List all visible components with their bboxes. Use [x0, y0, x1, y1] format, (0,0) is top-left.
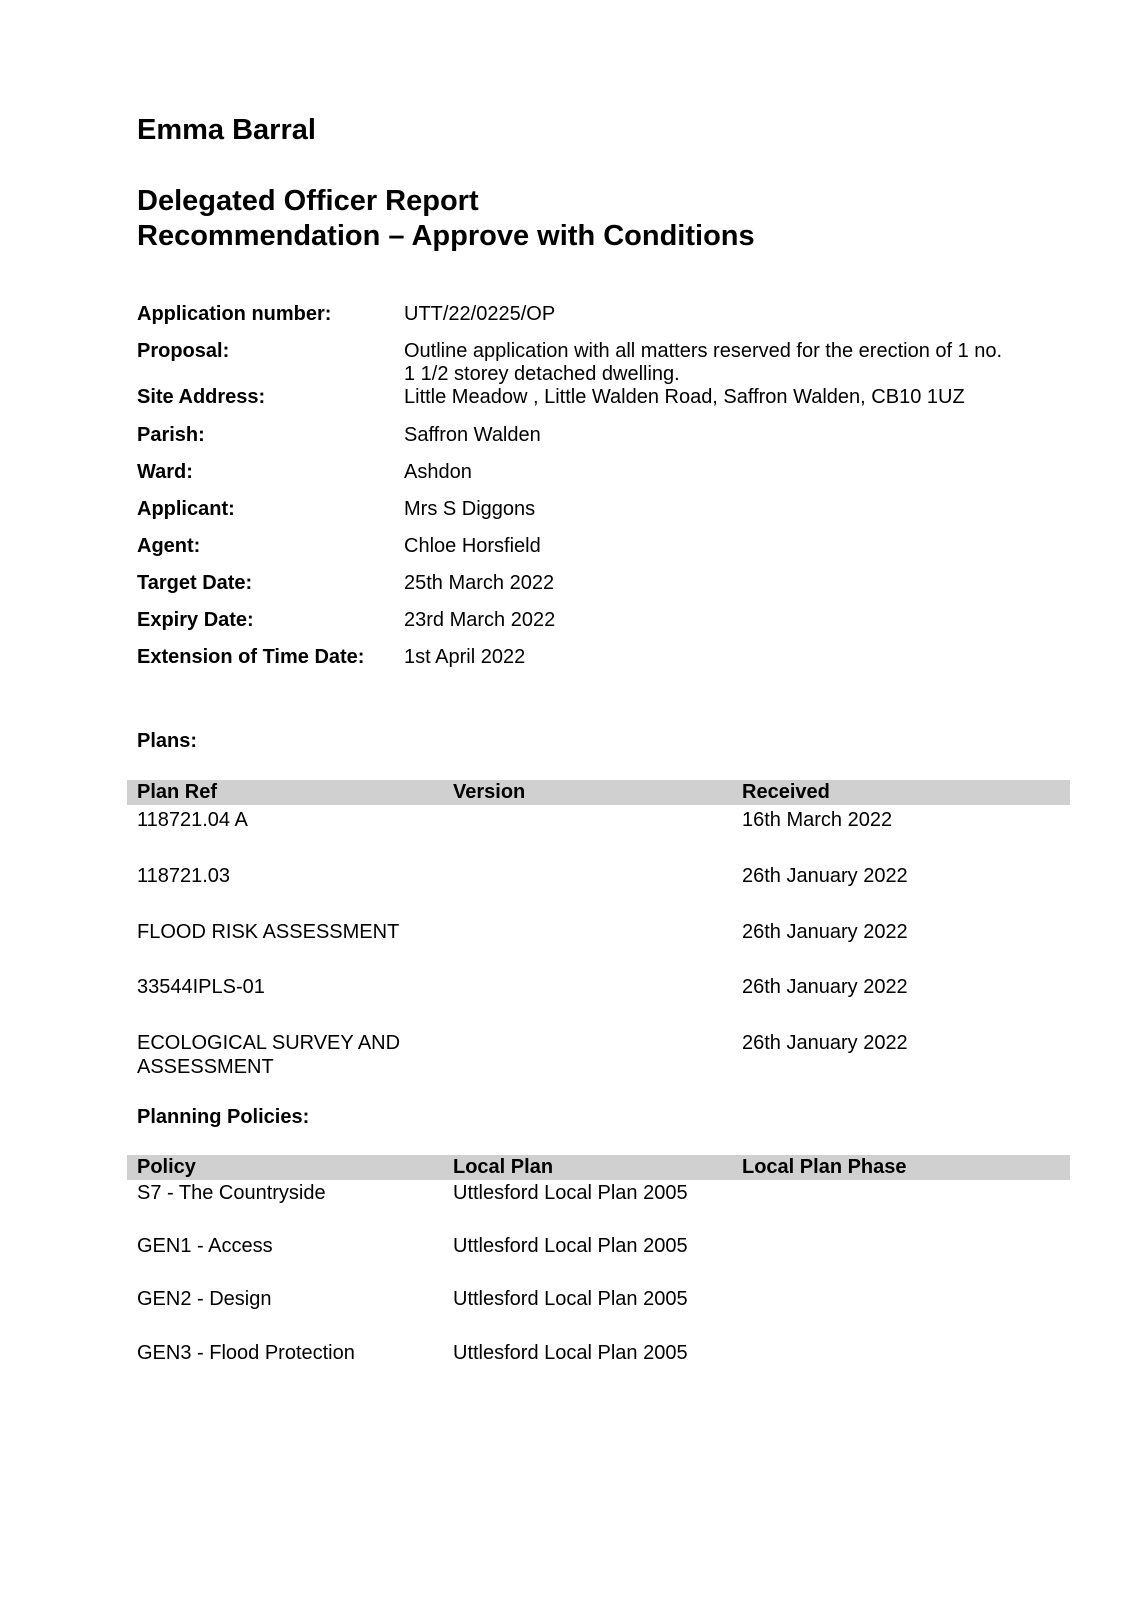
column-header-version: Version — [453, 781, 526, 803]
plan-received: 26th January 2022 — [742, 976, 908, 998]
column-header-received: Received — [742, 781, 830, 803]
officer-name: Emma Barral — [137, 114, 316, 146]
plan-ref: 118721.04 A — [137, 809, 248, 831]
column-header-local-plan: Local Plan — [453, 1156, 554, 1178]
detail-label: Agent: — [137, 535, 201, 557]
detail-value: UTT/22/0225/OP — [404, 303, 556, 325]
policy-name: GEN2 - Design — [137, 1288, 272, 1310]
column-header-policy: Policy — [137, 1156, 196, 1178]
column-header-local-plan-phase: Local Plan Phase — [742, 1156, 907, 1178]
policies-table-header — [127, 1155, 1070, 1180]
detail-value: 1st April 2022 — [404, 646, 526, 668]
policy-local-plan: Uttlesford Local Plan 2005 — [453, 1288, 688, 1310]
detail-value: Little Meadow , Little Walden Road, Saffron Walden, CB10 1UZ — [404, 386, 965, 408]
column-header-plan-ref: Plan Ref — [137, 781, 218, 803]
plan-ref: 33544IPLS-01 — [137, 976, 265, 998]
plan-received: 26th January 2022 — [742, 865, 908, 887]
detail-value: Outline application with all matters reserved for the erection of 1 no. 1 1/2 storey detached dwelling. — [404, 340, 1003, 385]
policy-local-plan: Uttlesford Local Plan 2005 — [453, 1235, 688, 1257]
detail-value: Ashdon — [404, 461, 472, 483]
detail-value: Saffron Walden — [404, 424, 541, 446]
planning-policies-heading: Planning Policies: — [137, 1106, 310, 1128]
report-title — [137, 184, 755, 254]
detail-label: Site Address: — [137, 386, 266, 408]
detail-value: 23rd March 2022 — [404, 609, 556, 631]
plans-table-header — [127, 780, 1070, 805]
detail-label: Target Date: — [137, 572, 253, 594]
plan-ref: 118721.03 — [137, 865, 231, 887]
plan-received: 26th January 2022 — [742, 1032, 908, 1054]
report-title-line2: Recommendation – Approve with Conditions — [137, 220, 755, 252]
detail-value: Chloe Horsfield — [404, 535, 541, 557]
detail-label: Extension of Time Date: — [137, 646, 365, 668]
detail-label: Parish: — [137, 424, 205, 446]
detail-label: Proposal: — [137, 340, 230, 362]
policy-name: GEN1 - Access — [137, 1235, 273, 1257]
policy-local-plan: Uttlesford Local Plan 2005 — [453, 1342, 688, 1364]
plan-received: 16th March 2022 — [742, 809, 893, 831]
detail-label: Applicant: — [137, 498, 235, 520]
plan-received: 26th January 2022 — [742, 921, 908, 943]
plan-ref: FLOOD RISK ASSESSMENT — [137, 921, 400, 943]
policy-name: S7 - The Countryside — [137, 1182, 326, 1204]
detail-label: Expiry Date: — [137, 609, 254, 631]
detail-label: Ward: — [137, 461, 193, 483]
detail-value: Mrs S Diggons — [404, 498, 536, 520]
policy-local-plan: Uttlesford Local Plan 2005 — [453, 1182, 688, 1204]
plans-heading: Plans: — [137, 730, 198, 752]
detail-label: Application number: — [137, 303, 332, 325]
policy-name: GEN3 - Flood Protection — [137, 1342, 355, 1364]
plan-ref: ECOLOGICAL SURVEY AND ASSESSMENT — [137, 1032, 401, 1078]
report-title-line1: Delegated Officer Report — [137, 185, 479, 217]
detail-value: 25th March 2022 — [404, 572, 555, 594]
